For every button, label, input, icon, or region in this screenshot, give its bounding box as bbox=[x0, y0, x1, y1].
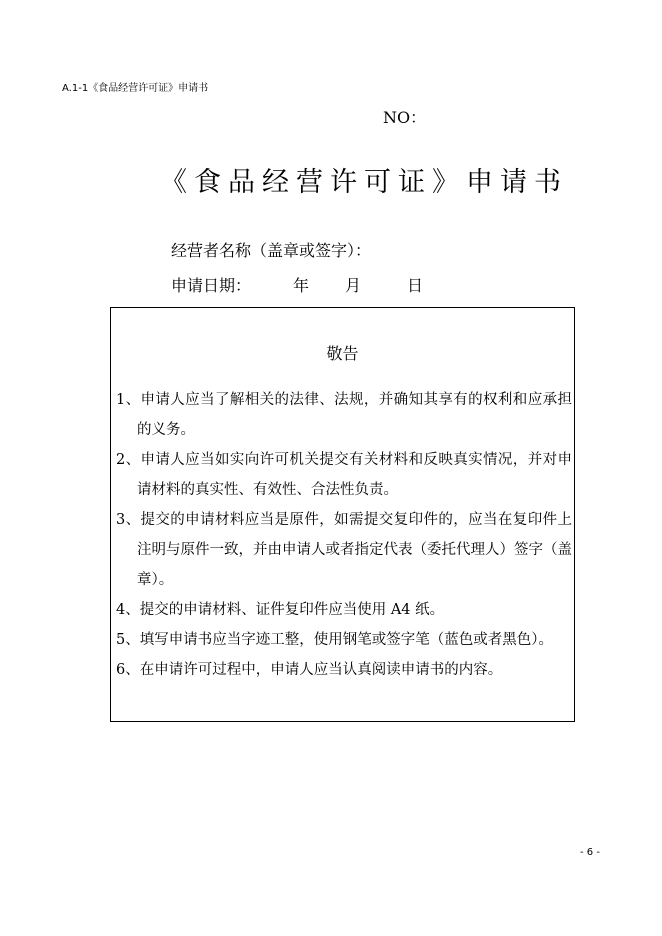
page-number: - 6 - bbox=[580, 847, 600, 858]
notice-item-6: 6、在申请许可过程中，申请人应当认真阅读申请书的内容。 bbox=[116, 662, 503, 678]
notice-item-3: 3、提交的申请材料应当是原件，如需提交复印件的，应当在复印件上注明与原件一致，并由申请人或者指定代表（委托代理人）签字（盖章）。 bbox=[116, 512, 572, 588]
notice-list bbox=[116, 385, 572, 685]
notice-item-1: 1、申请人应当了解相关的法律、法规，并确知其享有的权利和应承担的义务。 bbox=[116, 392, 572, 438]
document-title: 《食品经营许可证》申请书 bbox=[160, 167, 568, 198]
operator-name-field: 经营者名称（盖章或签字）： bbox=[171, 241, 372, 260]
document-label: A.1-1《食品经营许可证》申请书 bbox=[62, 83, 209, 94]
date-label: 申请日期： bbox=[171, 276, 252, 295]
notice-item-4: 4、提交的申请材料、证件复印件应当使用 A4 纸。 bbox=[116, 602, 445, 618]
application-date-field bbox=[171, 273, 423, 296]
date-month-label: 月 bbox=[345, 276, 362, 295]
notice-title: 敬告 bbox=[326, 344, 359, 363]
notice-box bbox=[110, 307, 575, 722]
notice-item-2: 2、申请人应当如实向许可机关提交有关材料和反映真实情况，并对申请材料的真实性、有效性、合法性负责。 bbox=[116, 452, 572, 498]
notice-item-5: 5、填写申请书应当字迹工整，使用钢笔或签字笔（蓝色或者黑色）。 bbox=[116, 632, 553, 648]
date-year-label: 年 bbox=[293, 276, 310, 295]
date-day-label: 日 bbox=[407, 276, 424, 295]
number-label: NO： bbox=[383, 108, 427, 127]
